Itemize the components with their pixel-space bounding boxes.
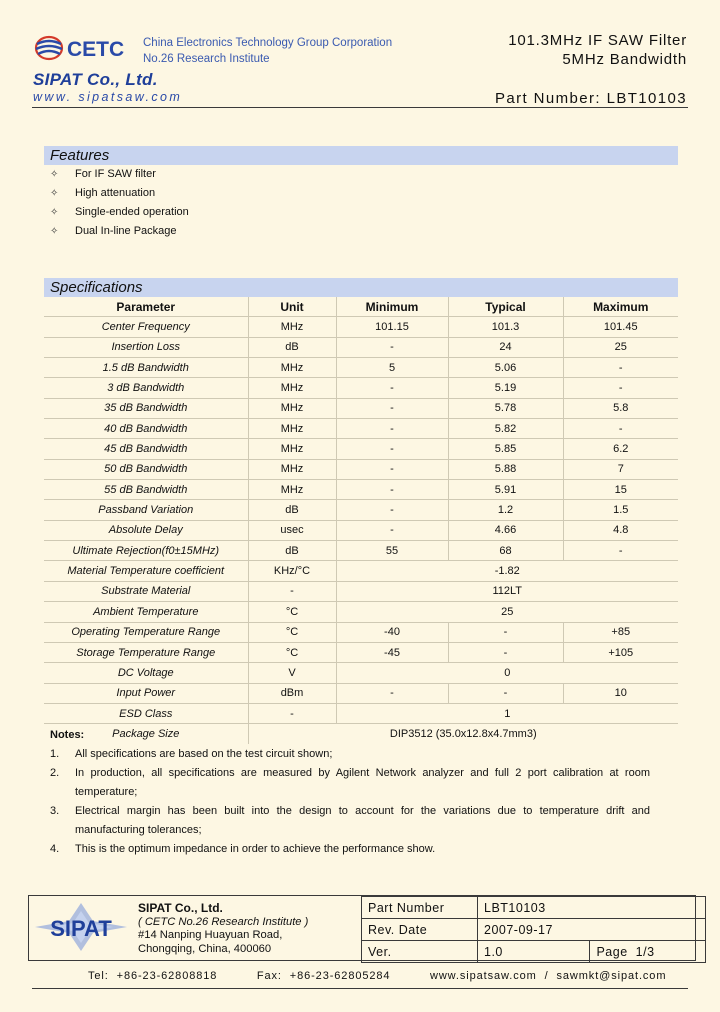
- note-text: This is the optimum impedance in order to achieve the performance show.: [75, 843, 436, 855]
- product-title-line-1: 101.3MHz IF SAW Filter: [508, 32, 687, 49]
- ver-label-cell: Ver.: [362, 941, 478, 963]
- note-item: [50, 802, 650, 840]
- param-cell: Package Size: [44, 724, 248, 744]
- param-cell: Material Temperature coefficient: [44, 561, 248, 581]
- footer-address-line-1: #14 Nanping Huayuan Road,: [138, 929, 283, 941]
- param-cell: DC Voltage: [44, 663, 248, 683]
- notes-block: [50, 726, 650, 859]
- param-cell: Absolute Delay: [44, 520, 248, 540]
- cetc-logo-text: CETC: [67, 38, 125, 61]
- unit-cell: MHz: [248, 480, 336, 500]
- min-cell: -40: [336, 622, 448, 642]
- max-cell: -: [563, 378, 678, 398]
- typ-cell: 101.3: [448, 317, 563, 337]
- typ-cell: 5.82: [448, 419, 563, 439]
- param-cell: Ultimate Rejection(f0±15MHz): [44, 541, 248, 561]
- unit-cell: °C: [248, 642, 336, 662]
- part-number-label: Part Number:: [495, 90, 601, 107]
- max-cell: +105: [563, 642, 678, 662]
- param-cell: 55 dB Bandwidth: [44, 480, 248, 500]
- param-cell: 50 dB Bandwidth: [44, 459, 248, 479]
- min-cell: -: [336, 480, 448, 500]
- typ-cell: 4.66: [448, 520, 563, 540]
- table-row: [44, 500, 678, 520]
- table-row: [44, 541, 678, 561]
- org-line-2: No.26 Research Institute: [143, 53, 270, 65]
- note-text: In production, all specifications are measured by Agilent Network analyzer and full 2 port calibration at room temperature;: [75, 767, 650, 798]
- max-cell: 5.8: [563, 398, 678, 418]
- cetc-globe-icon: [36, 37, 62, 59]
- table-row: [44, 439, 678, 459]
- table-row: [44, 581, 678, 601]
- value-cell: 1: [336, 703, 678, 723]
- header-divider: [32, 107, 688, 108]
- min-cell: -: [336, 500, 448, 520]
- feature-item: [50, 185, 189, 204]
- typ-cell: 68: [448, 541, 563, 561]
- table-row: [44, 622, 678, 642]
- max-cell: -: [563, 358, 678, 378]
- param-cell: Input Power: [44, 683, 248, 703]
- column-header-maximum: Maximum: [563, 297, 678, 317]
- meta-row-version: [362, 941, 706, 963]
- column-header-minimum: Minimum: [336, 297, 448, 317]
- unit-cell: usec: [248, 520, 336, 540]
- footer-institute: ( CETC No.26 Research Institute ): [138, 915, 309, 928]
- meta-row-part-number: [362, 897, 706, 919]
- note-item: [50, 840, 650, 859]
- footer-address-line-2: Chongqing, China, 400060: [138, 942, 272, 955]
- footer-divider: [32, 988, 688, 989]
- column-header-parameter: Parameter: [44, 297, 248, 317]
- unit-cell: MHz: [248, 439, 336, 459]
- typ-cell: 5.88: [448, 459, 563, 479]
- diamond-bullet-icon: ✧: [50, 188, 59, 199]
- value-cell: 25: [336, 602, 678, 622]
- product-title-line-2: 5MHz Bandwidth: [562, 51, 687, 68]
- column-header-typical: Typical: [448, 297, 563, 317]
- note-number: 3.: [50, 805, 60, 817]
- min-cell: -: [336, 419, 448, 439]
- unit-cell: MHz: [248, 317, 336, 337]
- part-number-label-cell: Part Number: [362, 897, 478, 919]
- min-cell: -: [336, 337, 448, 357]
- unit-cell: °C: [248, 602, 336, 622]
- note-item: [50, 764, 650, 802]
- table-row: [44, 378, 678, 398]
- feature-text: High attenuation: [75, 187, 156, 199]
- typ-cell: -: [448, 683, 563, 703]
- typ-cell: 5.85: [448, 439, 563, 459]
- contact-line: Tel: +86-23-62808818 Fax: +86-23-62805284 www.sipatsaw.com / sawmkt@sipat.com: [88, 970, 667, 982]
- table-row: [44, 317, 678, 337]
- table-row: [44, 683, 678, 703]
- min-cell: -: [336, 459, 448, 479]
- min-cell: -: [336, 520, 448, 540]
- table-row: [44, 561, 678, 581]
- typ-cell: 5.91: [448, 480, 563, 500]
- max-cell: 4.8: [563, 520, 678, 540]
- typ-cell: 5.06: [448, 358, 563, 378]
- footer-company-name: SIPAT Co., Ltd.: [138, 901, 223, 915]
- table-row: [44, 419, 678, 439]
- table-row: [44, 398, 678, 418]
- typ-cell: 1.2: [448, 500, 563, 520]
- diamond-bullet-icon: ✧: [50, 169, 59, 180]
- unit-cell: °C: [248, 622, 336, 642]
- unit-cell: dB: [248, 337, 336, 357]
- param-cell: Center Frequency: [44, 317, 248, 337]
- max-cell: 101.45: [563, 317, 678, 337]
- notes-title: Notes:: [50, 729, 85, 741]
- unit-cell: MHz: [248, 378, 336, 398]
- unit-cell: V: [248, 663, 336, 683]
- feature-text: Single-ended operation: [75, 206, 189, 218]
- table-row: [44, 358, 678, 378]
- unit-cell: MHz: [248, 358, 336, 378]
- diamond-bullet-icon: ✧: [50, 226, 59, 237]
- min-cell: -45: [336, 642, 448, 662]
- table-row: [44, 642, 678, 662]
- max-cell: 25: [563, 337, 678, 357]
- note-text: Electrical margin has been built into the design to account for the variations due to temperature drift and manufacturing tolerances;: [75, 805, 650, 836]
- feature-item: [50, 223, 189, 242]
- max-cell: 6.2: [563, 439, 678, 459]
- feature-text: For IF SAW filter: [75, 168, 156, 180]
- param-cell: 1.5 dB Bandwidth: [44, 358, 248, 378]
- param-cell: 3 dB Bandwidth: [44, 378, 248, 398]
- page-value: 1/3: [635, 944, 655, 959]
- param-cell: 45 dB Bandwidth: [44, 439, 248, 459]
- max-cell: 1.5: [563, 500, 678, 520]
- part-number-value-cell: LBT10103: [478, 897, 706, 919]
- typ-cell: 5.78: [448, 398, 563, 418]
- unit-cell: MHz: [248, 459, 336, 479]
- min-cell: -: [336, 439, 448, 459]
- param-cell: ESD Class: [44, 703, 248, 723]
- features-list: [50, 166, 189, 242]
- feature-item: [50, 166, 189, 185]
- page-label: Page: [596, 944, 628, 959]
- param-cell: Substrate Material: [44, 581, 248, 601]
- note-item: [50, 745, 650, 764]
- max-cell: 10: [563, 683, 678, 703]
- table-row: [44, 602, 678, 622]
- unit-cell: MHz: [248, 398, 336, 418]
- param-cell: Ambient Temperature: [44, 602, 248, 622]
- unit-cell: -: [248, 703, 336, 723]
- feature-item: [50, 204, 189, 223]
- typ-cell: 5.19: [448, 378, 563, 398]
- part-number-value: LBT10103: [606, 90, 687, 107]
- rev-date-label-cell: Rev. Date: [362, 919, 478, 941]
- organization-block: [143, 35, 392, 67]
- param-cell: 40 dB Bandwidth: [44, 419, 248, 439]
- param-cell: 35 dB Bandwidth: [44, 398, 248, 418]
- table-row: [44, 663, 678, 683]
- table-row: [44, 337, 678, 357]
- table-row: [44, 459, 678, 479]
- param-cell: Operating Temperature Range: [44, 622, 248, 642]
- value-cell: 0: [336, 663, 678, 683]
- org-line-1: China Electronics Technology Group Corporation: [143, 37, 393, 49]
- param-cell: Insertion Loss: [44, 337, 248, 357]
- table-row: [44, 480, 678, 500]
- max-cell: -: [563, 541, 678, 561]
- min-cell: -: [336, 378, 448, 398]
- website-link[interactable]: www. sipatsaw.com: [33, 90, 183, 104]
- value-cell: -1.82: [336, 561, 678, 581]
- specifications-table: [44, 297, 678, 744]
- company-name: SIPAT Co., Ltd.: [33, 70, 158, 89]
- param-cell: Passband Variation: [44, 500, 248, 520]
- max-cell: 15: [563, 480, 678, 500]
- product-title: [508, 31, 687, 69]
- page-cell: [590, 941, 706, 963]
- note-text: All specifications are based on the test circuit shown;: [75, 748, 333, 760]
- part-number-header: [495, 90, 687, 107]
- sipat-logo: [33, 901, 129, 953]
- unit-cell: dBm: [248, 683, 336, 703]
- table-row: [44, 520, 678, 540]
- typ-cell: 24: [448, 337, 563, 357]
- min-cell: -: [336, 398, 448, 418]
- rev-date-value-cell: 2007-09-17: [478, 919, 706, 941]
- max-cell: +85: [563, 622, 678, 642]
- unit-cell: KHz/°C: [248, 561, 336, 581]
- specifications-section-title: Specifications: [44, 278, 678, 297]
- unit-cell: dB: [248, 500, 336, 520]
- column-header-unit: Unit: [248, 297, 336, 317]
- min-cell: 5: [336, 358, 448, 378]
- value-cell: 112LT: [336, 581, 678, 601]
- cetc-logo: [34, 30, 134, 66]
- unit-cell: dB: [248, 541, 336, 561]
- note-number: 2.: [50, 767, 60, 779]
- typ-cell: -: [448, 642, 563, 662]
- table-row: [44, 703, 678, 723]
- min-cell: 101.15: [336, 317, 448, 337]
- footer-company-block: [138, 902, 308, 956]
- ver-value-cell: 1.0: [478, 941, 590, 963]
- diamond-bullet-icon: ✧: [50, 207, 59, 218]
- max-cell: -: [563, 419, 678, 439]
- min-cell: 55: [336, 541, 448, 561]
- meta-row-rev-date: [362, 919, 706, 941]
- max-cell: 7: [563, 459, 678, 479]
- min-cell: -: [336, 683, 448, 703]
- table-header-row: [44, 297, 678, 317]
- feature-text: Dual In-line Package: [75, 225, 177, 237]
- note-number: 4.: [50, 843, 60, 855]
- param-cell: Storage Temperature Range: [44, 642, 248, 662]
- unit-cell: MHz: [248, 419, 336, 439]
- note-number: 1.: [50, 748, 60, 760]
- document-meta-table: [361, 896, 706, 963]
- sipat-logo-text: SIPAT: [50, 916, 112, 941]
- unit-cell: -: [248, 581, 336, 601]
- typ-cell: -: [448, 622, 563, 642]
- value-cell: DIP3512 (35.0x12.8x4.7mm3): [389, 727, 537, 740]
- features-section-title: Features: [44, 146, 678, 165]
